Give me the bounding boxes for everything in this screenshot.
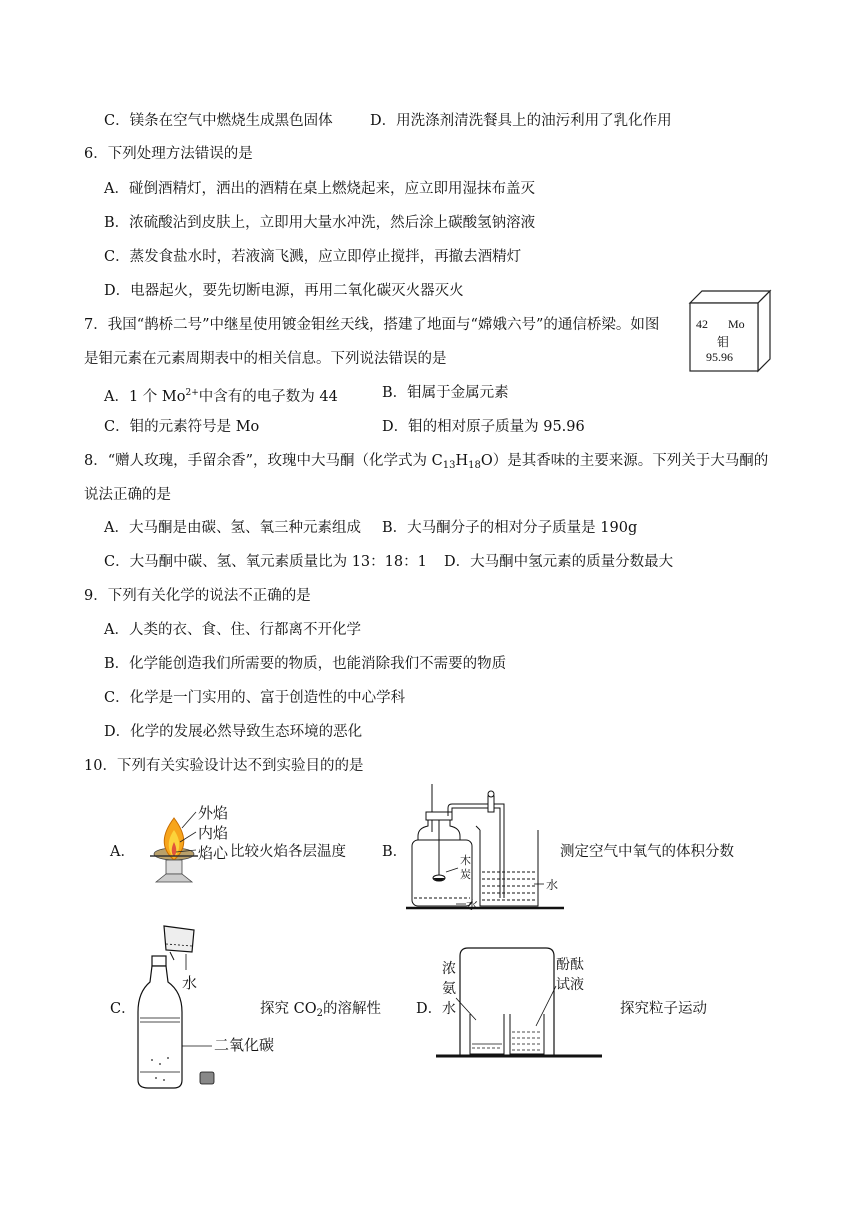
- element-mass: 95.96: [706, 350, 733, 364]
- flame-core-label: 焰心: [198, 844, 229, 862]
- q9-stem: 9．下列有关化学的说法不正确的是: [84, 588, 311, 604]
- outer-flame-label: 外焰: [198, 804, 229, 822]
- q6-stem: 6．下列处理方法错误的是: [84, 146, 253, 162]
- q10-option-d-caption: 探究粒子运动: [620, 1001, 707, 1017]
- phenolphthalein-label-2: 试液: [556, 977, 584, 993]
- q9-option-c: C．化学是一门实用的、富于创造性的中心学科: [104, 690, 406, 706]
- ammonia-label-1: 浓: [442, 961, 456, 977]
- ammonia-label-3: 水: [442, 1001, 456, 1017]
- q9-option-a: A．人类的衣、食、住、行都离不开化学: [104, 622, 361, 638]
- q10-option-b-caption: 测定空气中氧气的体积分数: [560, 844, 734, 860]
- inner-flame-label: 内焰: [198, 824, 229, 842]
- q8-option-d: D．大马酮中氢元素的质量分数最大: [444, 554, 674, 570]
- q10-option-c-caption: 探究 $CO_2$的溶解性: [260, 1001, 381, 1019]
- beaker-water-label: 水: [546, 878, 559, 892]
- bottle-diagram: [130, 922, 280, 1092]
- element-symbol: Mo: [728, 317, 745, 331]
- q7-option-a: A．1 个 $Mo^{2+}$中含有的电子数为 44: [104, 388, 338, 405]
- q6-option-d: D．电器起火，要先切断电源，再用二氧化碳灭火器灭火: [104, 283, 464, 299]
- q7-stem-line1: 7．我国“鹊桥二号”中继星使用镀金钼丝天线，搭建了地面与“嫦娥六号”的通信桥梁。如图: [84, 317, 660, 333]
- q8-option-c: C．大马酮中碳、氢、氧元素质量比为 13：18：1: [104, 554, 427, 570]
- bottle-water-label: 水: [466, 898, 479, 912]
- q7-option-c: C．钼的元素符号是 Mo: [104, 419, 260, 435]
- q8-option-a: A．大马酮是由碳、氢、氧三种元素组成: [104, 520, 361, 536]
- element-cell-molybdenum: [688, 289, 772, 373]
- particle-motion-diagram: [436, 944, 604, 1064]
- q9-option-d: D．化学的发展必然导致生态环境的恶化: [104, 724, 363, 740]
- q7-option-b: B．钼属于金属元素: [382, 385, 509, 401]
- q10-option-d-letter: D．: [416, 1001, 443, 1017]
- q5-option-d: D．用洗涤剂清洗餐具上的油污利用了乳化作用: [370, 113, 672, 129]
- q7-stem-line2: 是钼元素在元素周期表中的相关信息。下列说法错误的是: [84, 351, 447, 367]
- q8-option-b: B．大马酮分子的相对分子质量是 190g: [382, 520, 638, 536]
- q6-option-c: C．蒸发食盐水时，若液滴飞溅，应立即停止搅拌，再撤去酒精灯: [104, 249, 522, 265]
- q6-option-b: B．浓硫酸沾到皮肤上，立即用大量水冲洗，然后涂上碳酸氢钠溶液: [104, 215, 536, 231]
- q8-stem-line2: 说法正确的是: [84, 487, 171, 503]
- charcoal-label-2: 炭: [460, 868, 471, 881]
- q10-option-c-letter: C．: [110, 1001, 136, 1017]
- q10-option-b-letter: B．: [382, 844, 408, 860]
- q9-option-b: B．化学能创造我们所需要的物质，也能消除我们不需要的物质: [104, 656, 507, 672]
- bottle-water-label: 水: [182, 974, 198, 992]
- q6-option-a: A．碰倒酒精灯，洒出的酒精在桌上燃烧起来，应立即用湿抹布盖灭: [104, 181, 535, 197]
- q10-option-a-letter: A．: [110, 844, 135, 860]
- oxygen-apparatus-diagram: [406, 780, 566, 912]
- flame-diagram: [138, 798, 238, 890]
- q10-stem: 10．下列有关实验设计达不到实验目的的是: [84, 758, 364, 774]
- ammonia-label-2: 氨: [442, 981, 456, 997]
- q5-option-c: C．镁条在空气中燃烧生成黑色固体: [104, 113, 333, 129]
- element-atomic-number: 42: [696, 317, 708, 331]
- charcoal-label-1: 木: [460, 854, 471, 867]
- element-name: 钼: [717, 335, 730, 349]
- q10-option-a-caption: 比较火焰各层温度: [230, 844, 346, 860]
- q8-stem-line1: 8．“赠人玫瑰，手留余香”，玫瑰中大马酮（化学式为 $C_{13}H_{18}O$）是其香味的主要来源。下列关于大马酮的: [84, 453, 769, 471]
- carbon-dioxide-label: 二氧化碳: [214, 1036, 275, 1054]
- phenolphthalein-label-1: 酚酞: [556, 957, 584, 973]
- q7-option-d: D．钼的相对原子质量为 95.96: [382, 419, 585, 435]
